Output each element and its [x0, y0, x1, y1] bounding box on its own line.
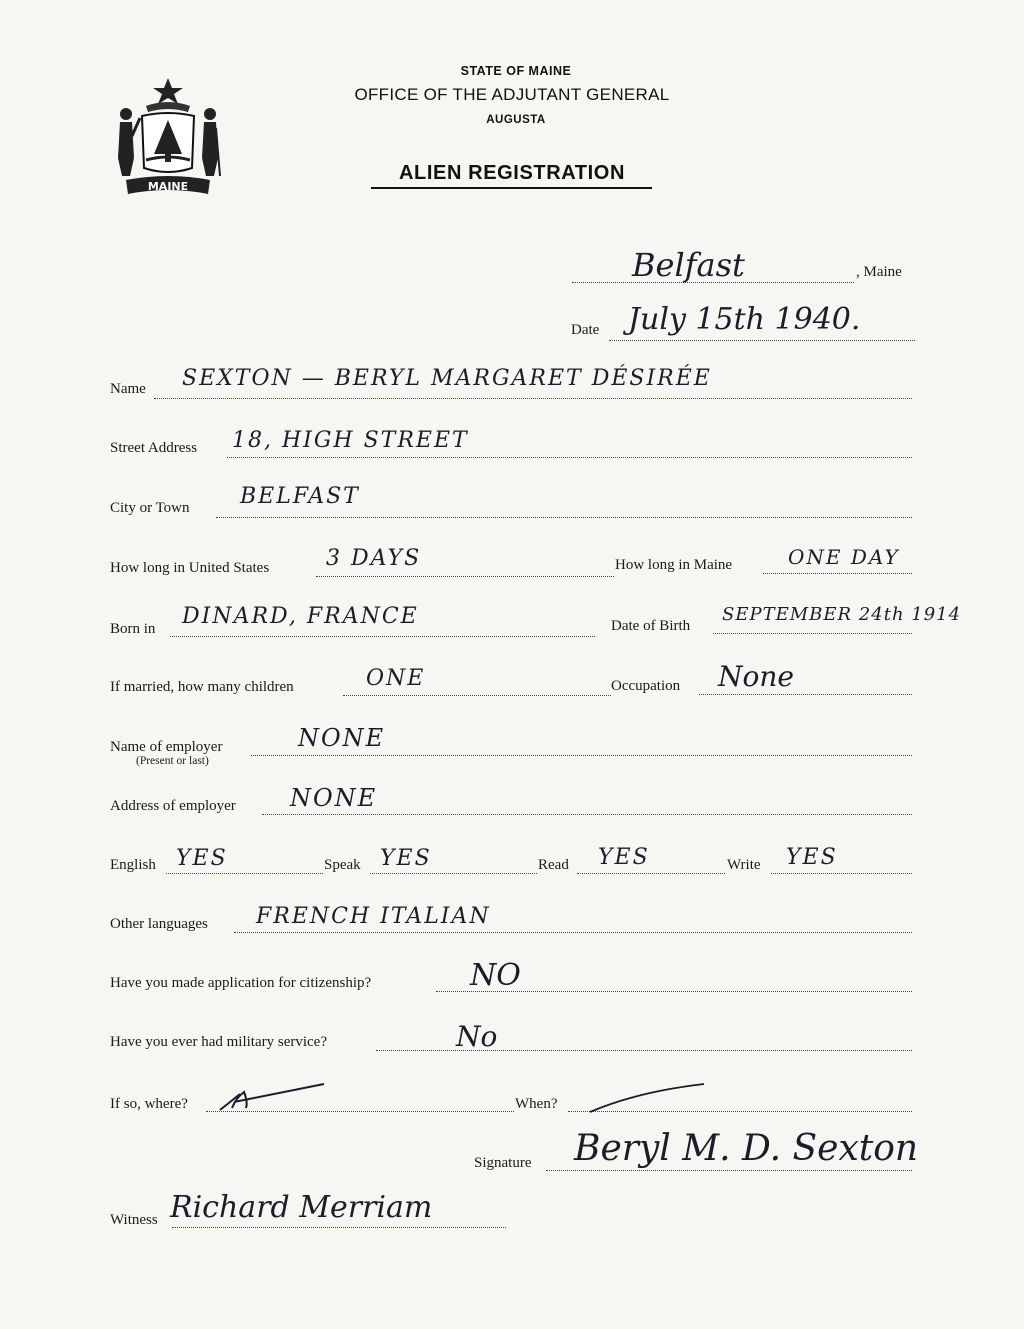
born-in-value: DINARD, FRANCE	[182, 604, 419, 629]
speak-line	[370, 873, 537, 874]
signature-value: Beryl M. D. Sexton	[574, 1128, 919, 1169]
employer-name-value: NONE	[298, 724, 386, 752]
born-in-label: Born in	[110, 621, 156, 637]
speak-label: Speak	[324, 857, 361, 873]
other-languages-value: FRENCH ITALIAN	[256, 904, 491, 929]
witness-line	[172, 1227, 506, 1228]
military-label: Have you ever had military service?	[110, 1034, 327, 1050]
other-languages-line	[234, 932, 912, 933]
other-languages-label: Other languages	[110, 916, 208, 932]
title-underline	[371, 187, 652, 189]
read-label: Read	[538, 857, 569, 873]
date-line	[609, 340, 915, 341]
where-label: If so, where?	[110, 1096, 188, 1112]
street-address-label: Street Address	[110, 440, 198, 456]
city-value: BELFAST	[240, 484, 360, 509]
how-long-maine-label: How long in Maine	[615, 557, 733, 573]
date-of-birth-label: Date of Birth	[611, 618, 691, 634]
witness-label: Witness	[110, 1212, 158, 1228]
date-value: July 15th 1940.	[628, 302, 861, 337]
employer-name-line	[251, 755, 912, 756]
street-address-value: 18, HIGH STREET	[232, 428, 469, 453]
english-label: English	[110, 857, 156, 873]
employer-name-label: Name of employer	[110, 739, 223, 755]
speak-value: YES	[380, 846, 432, 871]
children-value: ONE	[366, 666, 426, 691]
name-value: SEXTON — BERYL MARGARET DÉSIRÉE	[182, 366, 712, 391]
write-label: Write	[727, 857, 761, 873]
city-heading: AUGUSTA	[486, 114, 546, 126]
write-line	[771, 873, 912, 874]
citizenship-label: Have you made application for citizenship?	[110, 975, 372, 991]
english-value: YES	[176, 846, 228, 871]
military-value: No	[456, 1020, 498, 1053]
signature-line	[546, 1170, 912, 1171]
occupation-label: Occupation	[611, 678, 681, 694]
street-address-line	[227, 457, 912, 458]
english-line	[166, 873, 323, 874]
when-label: When?	[515, 1096, 558, 1112]
read-value: YES	[598, 845, 650, 870]
name-label: Name	[110, 381, 146, 397]
city-line	[216, 517, 912, 518]
employer-name-sublabel: (Present or last)	[136, 755, 209, 767]
place-suffix: , Maine	[856, 264, 902, 280]
children-label: If married, how many children	[110, 679, 294, 695]
write-value: YES	[786, 845, 838, 870]
signature-label: Signature	[474, 1155, 532, 1171]
employer-address-label: Address of employer	[110, 798, 236, 814]
how-long-us-line	[316, 576, 614, 577]
witness-value: Richard Merriam	[170, 1190, 433, 1225]
employer-address-line	[262, 814, 912, 815]
occupation-value: None	[718, 660, 794, 693]
state-heading: STATE OF MAINE	[460, 64, 572, 78]
city-label: City or Town	[110, 500, 190, 516]
when-strike-mark	[586, 1082, 708, 1116]
where-strike-mark	[214, 1080, 330, 1116]
citizenship-value: NO	[470, 958, 521, 993]
children-line	[343, 695, 611, 696]
occupation-line	[699, 694, 912, 695]
date-of-birth-line	[713, 633, 912, 634]
read-line	[577, 873, 725, 874]
seal-banner: MAINE	[147, 180, 189, 193]
how-long-maine-line	[763, 573, 912, 574]
date-label: Date	[571, 322, 600, 338]
form-title: ALIEN REGISTRATION	[399, 162, 625, 184]
office-heading: OFFICE OF THE ADJUTANT GENERAL	[354, 85, 670, 104]
how-long-us-value: 3 DAYS	[326, 546, 422, 571]
place-value: Belfast	[632, 246, 745, 284]
how-long-maine-value: ONE DAY	[788, 545, 900, 569]
date-of-birth-value: SEPTEMBER 24th 1914	[722, 604, 962, 625]
name-line	[154, 398, 912, 399]
employer-address-value: NONE	[290, 784, 378, 812]
born-in-line	[170, 636, 595, 637]
how-long-us-label: How long in United States	[110, 560, 270, 576]
